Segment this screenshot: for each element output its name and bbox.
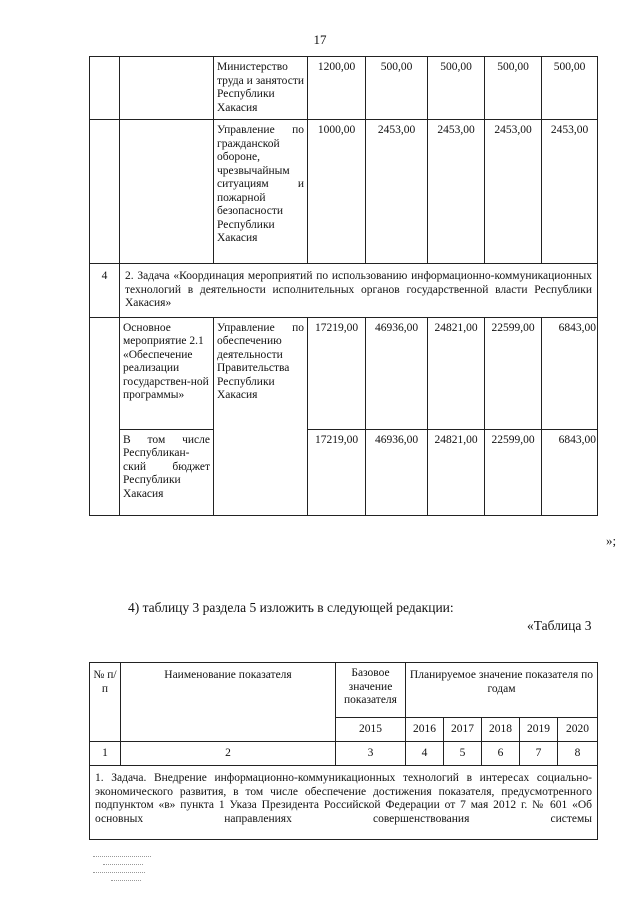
column-number-row (90, 742, 598, 766)
table-title: «Таблица 3 (527, 618, 592, 633)
table-row (90, 429, 598, 515)
year-cell: 2016 (406, 718, 444, 742)
row-number-cell: 4 (90, 264, 120, 318)
empty-cell (120, 57, 214, 120)
header-base: Базовое значение показателя (336, 663, 406, 718)
value-cell: 17219,00 (308, 429, 366, 515)
table-row (90, 120, 598, 264)
task-cell: 1. Задача. Внедрение информационно-коммуникационных технологий в интересах социально-экономического развития, в том числе обеспечение достижения показателя, предусмотренного подпунктом «в» пункта 1 Указа Президента Российской Федерации от 7 мая 2012 г. № 601 «Об основных направлениях совершенствования системы (90, 766, 598, 840)
header-planned: Планируемое значение показателя по годам (406, 663, 598, 718)
value-cell: 24821,00 (428, 317, 485, 429)
year-cell: 2019 (520, 718, 558, 742)
value-cell: 500,00 (366, 57, 428, 120)
measure-name-cell: В том числе Республикан-ский бюджет Республики Хакасия (120, 429, 214, 515)
value-cell: 6843,00 (542, 317, 598, 429)
value-cell: 17219,00 (308, 317, 366, 429)
scan-stamp-mark (93, 852, 163, 892)
executor-cell: Управление по гражданской обороне, чрезвычайным ситуациям и пожарной безопасности Республики Хакасия (214, 120, 308, 264)
column-number: 8 (558, 742, 598, 766)
base-year: 2015 (336, 718, 406, 742)
column-number: 2 (121, 742, 336, 766)
program-funding-table (89, 56, 598, 516)
value-cell: 2453,00 (366, 120, 428, 264)
value-cell: 1200,00 (308, 57, 366, 120)
task-cell: 2. Задача «Координация мероприятий по использованию информационно-коммуникационных технологий в деятельности исполнительных органов государственной власти Республики Хакасия» (120, 264, 598, 318)
instruction-paragraph: 4) таблицу 3 раздела 5 изложить в следующей редакции: (128, 600, 454, 615)
empty-cell (90, 120, 120, 264)
header-name: Наименование показателя (121, 663, 336, 742)
value-cell: 6843,00 (542, 429, 598, 515)
year-cell: 2018 (482, 718, 520, 742)
column-number: 7 (520, 742, 558, 766)
table-row (90, 57, 598, 120)
header-num: № п/п (90, 663, 121, 742)
measure-executor-cell: Управление по обеспечению деятельности Правительства Республики Хакасия (214, 317, 308, 515)
value-cell: 500,00 (542, 57, 598, 120)
value-cell: 500,00 (428, 57, 485, 120)
value-cell: 22599,00 (485, 317, 542, 429)
column-number: 5 (444, 742, 482, 766)
column-number: 6 (482, 742, 520, 766)
value-cell: 2453,00 (428, 120, 485, 264)
value-cell: 1000,00 (308, 120, 366, 264)
value-cell: 500,00 (485, 57, 542, 120)
measure-name-cell: Основное мероприятие 2.1 «Обеспечение реализации государствен-ной программы» (120, 317, 214, 429)
value-cell: 2453,00 (542, 120, 598, 264)
value-cell: 22599,00 (485, 429, 542, 515)
empty-cell (90, 317, 120, 515)
empty-cell (120, 120, 214, 264)
value-cell: 46936,00 (366, 317, 428, 429)
value-cell: 2453,00 (485, 120, 542, 264)
table-row (90, 766, 598, 840)
column-number: 3 (336, 742, 406, 766)
value-cell: 46936,00 (366, 429, 428, 515)
year-cell: 2020 (558, 718, 598, 742)
column-number: 1 (90, 742, 121, 766)
table-row (90, 317, 598, 429)
year-cell: 2017 (444, 718, 482, 742)
closing-quote-mark: »; (606, 533, 617, 548)
table-header-row (90, 663, 598, 718)
column-number: 4 (406, 742, 444, 766)
executor-cell: Министерство труда и занятости Республики Хакасия (214, 57, 308, 120)
value-cell: 24821,00 (428, 429, 485, 515)
page-number: 17 (313, 32, 327, 47)
table-row (90, 264, 598, 318)
indicators-table (89, 662, 598, 840)
empty-cell (90, 57, 120, 120)
